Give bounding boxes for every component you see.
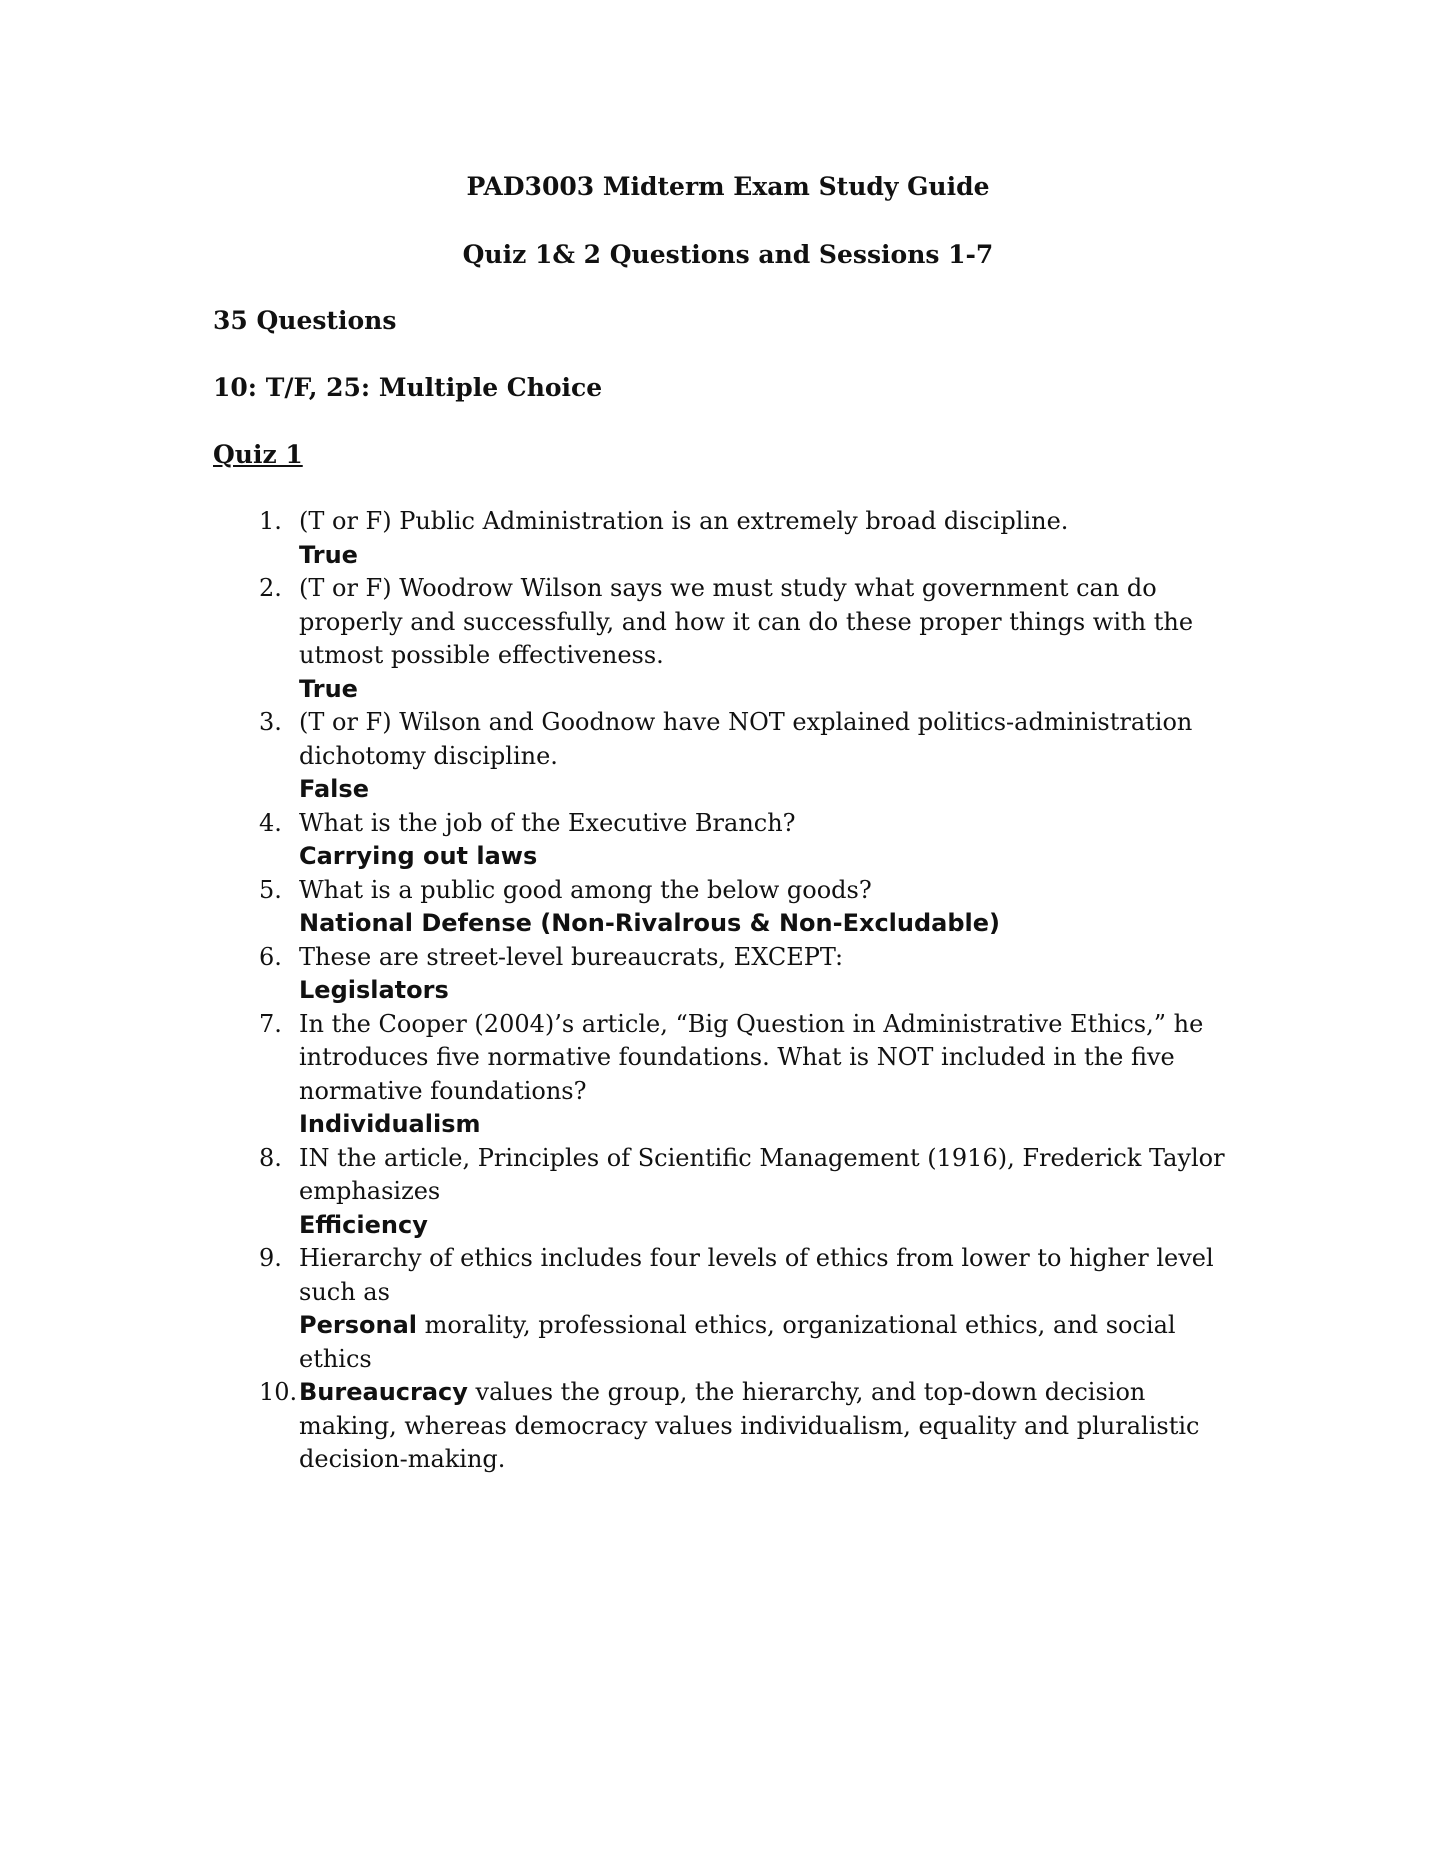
document-subtitle: Quiz 1& 2 Questions and Sessions 1-7 (462, 240, 994, 269)
question-number: 5. (259, 875, 282, 904)
list-item (252, 1008, 1252, 1142)
question-text-line: (T or F) Woodrow Wilson says we must study what government can do (299, 574, 1157, 602)
question-list (252, 505, 1252, 1477)
question-text-line: making, whereas democracy values individualism, equality and pluralistic (299, 1411, 1200, 1440)
list-item (252, 941, 1252, 1008)
list-item (252, 1376, 1252, 1477)
answer-text: False (299, 775, 369, 803)
question-text-line: In the Cooper (2004)’s article, “Big Question in Administrative Ethics,” he (299, 1009, 1204, 1038)
list-item (252, 1242, 1252, 1376)
question-text-line: utmost possible effectiveness. (299, 641, 664, 669)
answer-text: Carrying out laws (299, 842, 538, 870)
question-text-line: (T or F) Wilson and Goodnow have NOT explained politics-administration (299, 708, 1193, 736)
answer-line (299, 1309, 1252, 1343)
answer-text: Efficiency (299, 1210, 428, 1239)
question-number: 10. (259, 1378, 298, 1406)
question-text: What is the job of the Executive Branch? (299, 808, 796, 837)
question-text-line: dichotomy discipline. (299, 741, 558, 770)
list-item (252, 807, 1252, 874)
question-text-line: such as (299, 1277, 390, 1306)
question-number: 9. (259, 1244, 282, 1272)
answer-text: True (299, 674, 358, 703)
question-number: 8. (259, 1143, 282, 1172)
answer-text: National Defense (Non-Rivalrous & Non-Excludable) (299, 909, 1001, 937)
question-text: These are street-level bureaucrats, EXCEPT: (299, 942, 844, 971)
answer-text: True (299, 540, 358, 569)
list-item (252, 874, 1252, 941)
question-breakdown: 10: T/F, 25: Multiple Choice (213, 373, 603, 402)
question-text-line: introduces five normative foundations. What is NOT included in the five (299, 1043, 1175, 1071)
answer-text: Legislators (299, 976, 449, 1004)
question-text-line: normative foundations? (299, 1076, 587, 1105)
question-text-line: IN the article, Principles of Scientific Management (1916), Frederick Taylor (299, 1143, 1225, 1172)
lead-bold: Bureaucracy (299, 1378, 468, 1406)
answer-bold: Personal (299, 1311, 417, 1339)
question-text-line: emphasizes (299, 1177, 441, 1205)
answer-rest: morality, professional ethics, organizational ethics, and social (416, 1311, 1176, 1339)
list-item (252, 505, 1252, 572)
question-number: 6. (259, 942, 282, 971)
question-number: 3. (259, 708, 282, 736)
list-item (252, 1142, 1252, 1243)
question-text-line: decision-making. (299, 1445, 506, 1473)
question-text: (T or F) Public Administration is an extremely broad discipline. (299, 507, 1069, 535)
answer-text: Individualism (299, 1110, 481, 1138)
question-number: 4. (259, 808, 282, 837)
question-number: 7. (259, 1009, 282, 1038)
document-title: PAD3003 Midterm Exam Study Guide (466, 172, 990, 201)
question-number: 1. (259, 507, 282, 535)
question-text-line (299, 1376, 1252, 1410)
question-text: What is a public good among the below goods? (299, 875, 872, 904)
question-text-line: properly and successfully, and how it can do these proper things with the (299, 607, 1194, 636)
question-count: 35 Questions (213, 306, 397, 335)
answer-rest-line: ethics (299, 1344, 372, 1373)
question-number: 2. (259, 574, 282, 602)
list-item (252, 572, 1252, 706)
section-heading: Quiz 1 (213, 440, 303, 469)
question-text-line: Hierarchy of ethics includes four levels of ethics from lower to higher level (299, 1244, 1214, 1272)
question-text-rest: values the group, the hierarchy, and top-down decision (467, 1378, 1146, 1406)
list-item (252, 706, 1252, 807)
